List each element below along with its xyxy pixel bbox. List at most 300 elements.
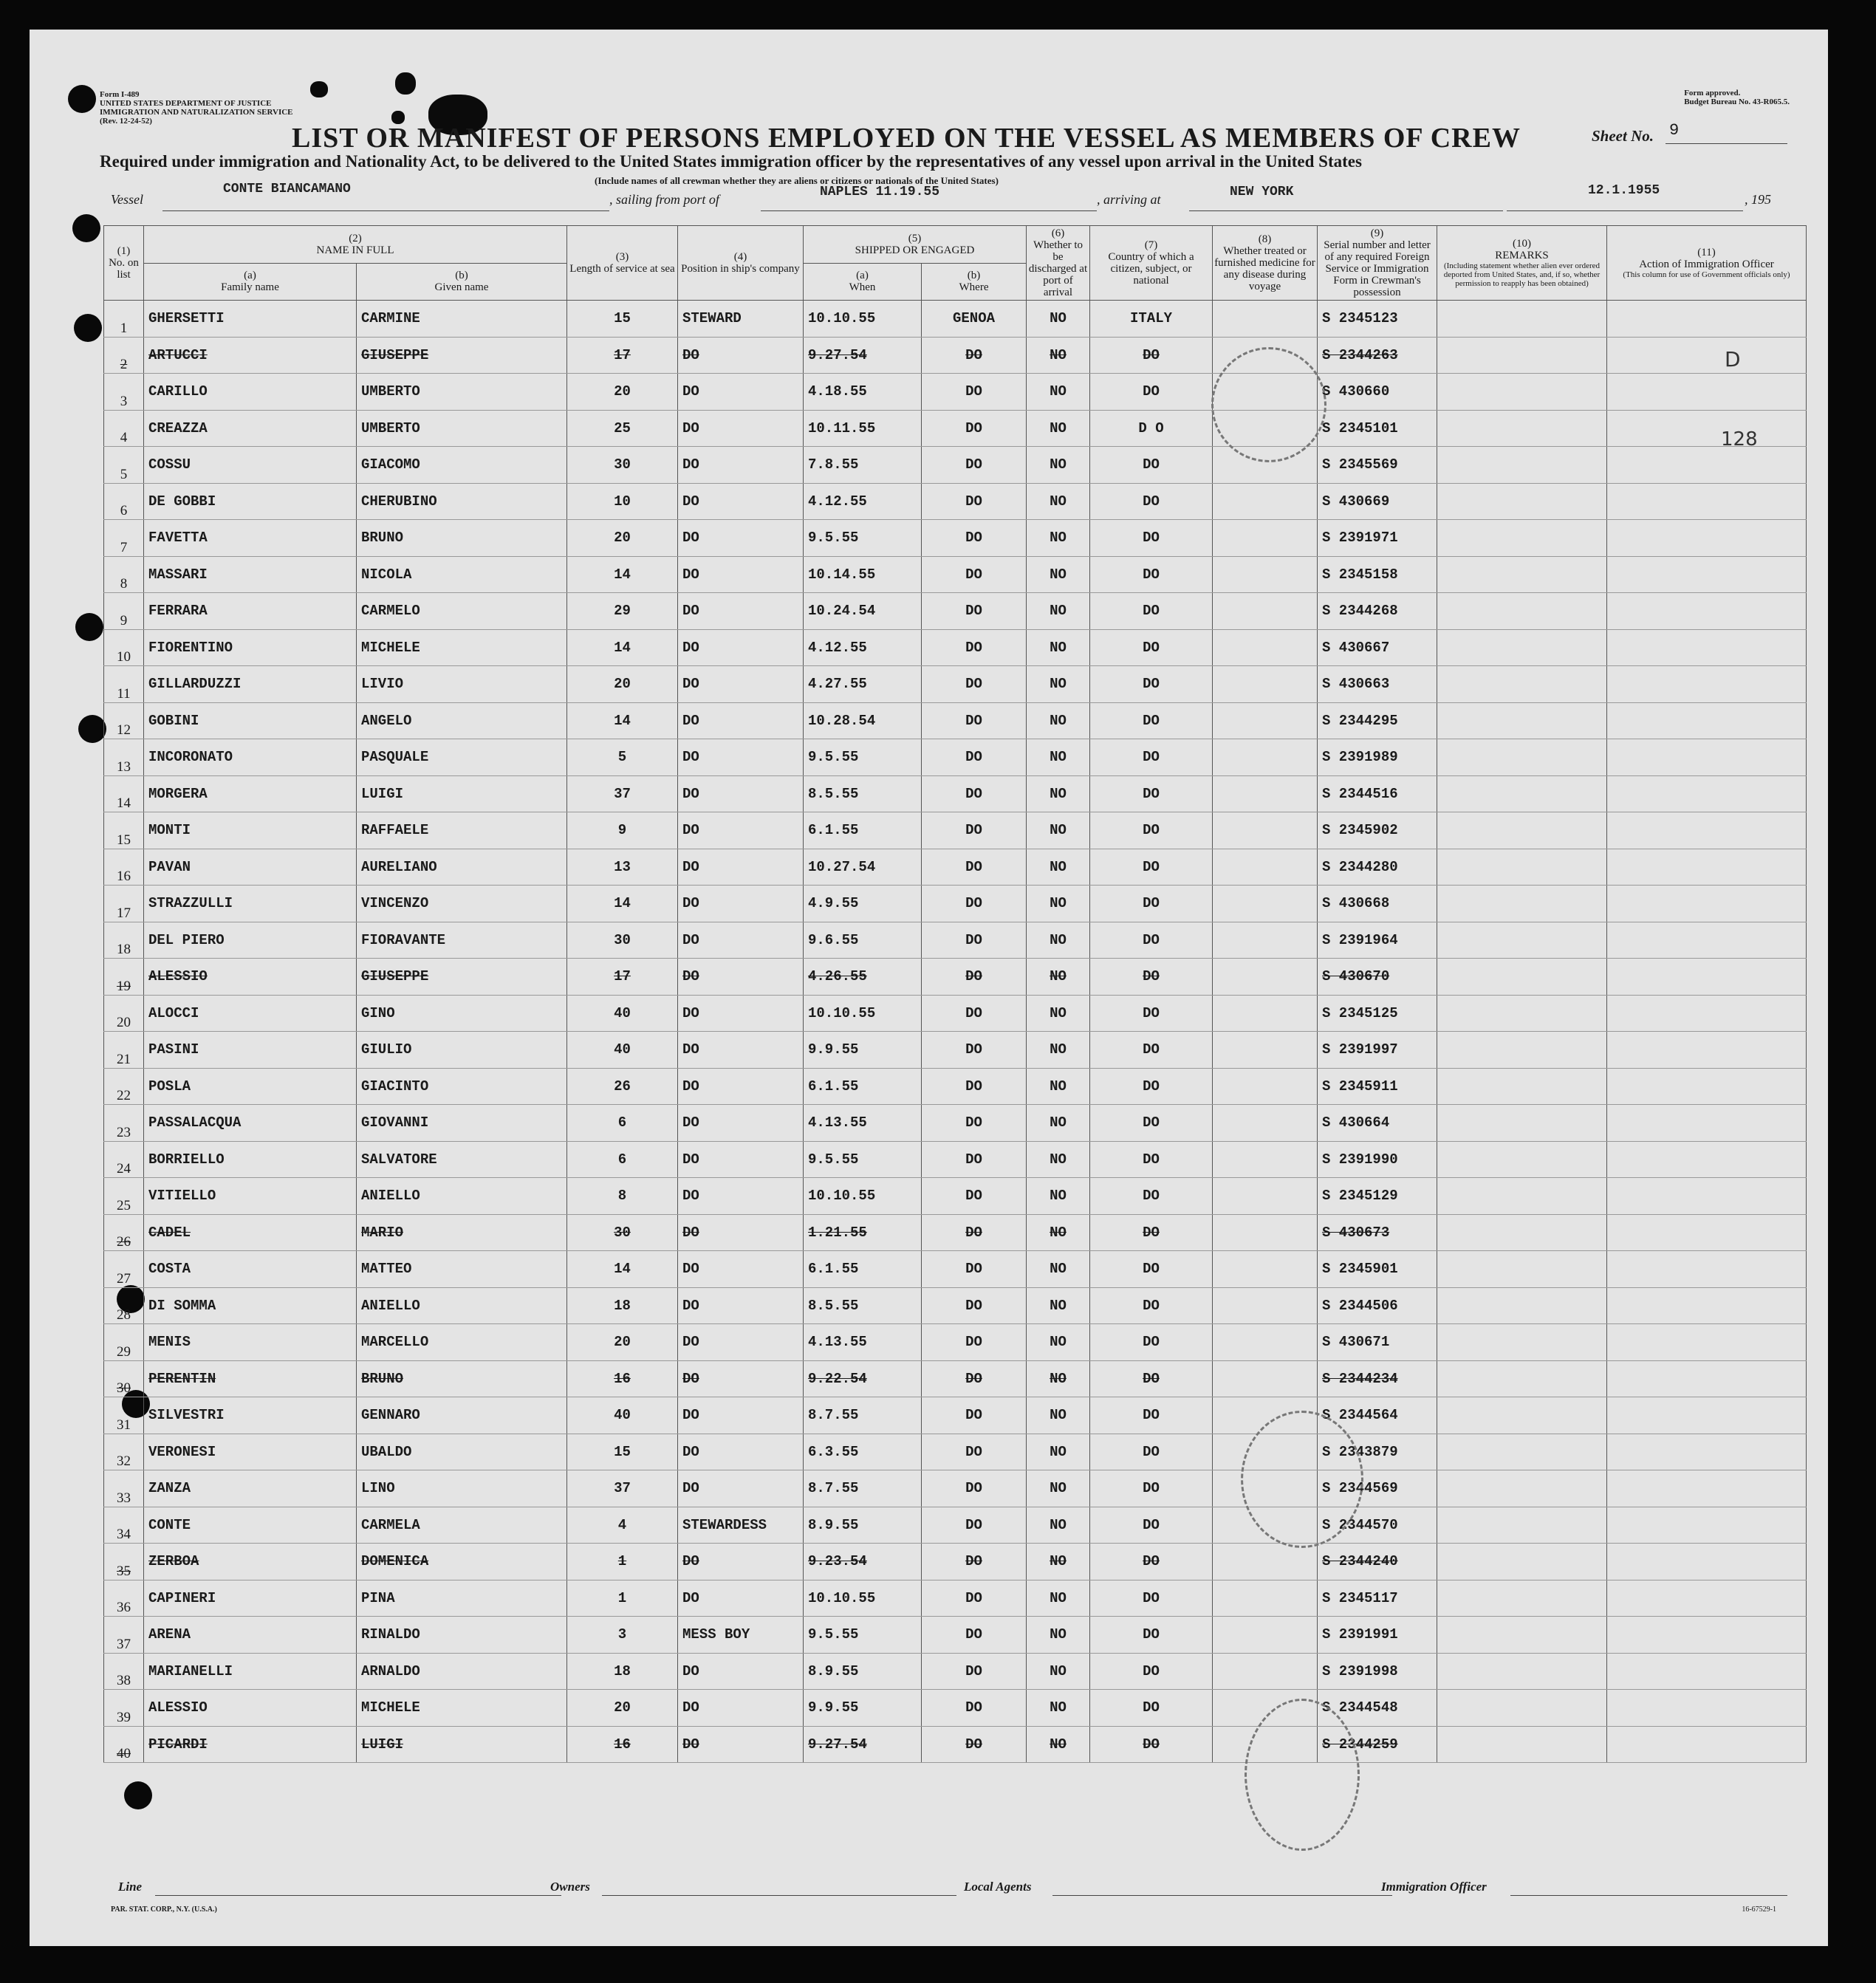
cell-country: DO [1090, 1068, 1213, 1105]
cell-length: 20 [567, 374, 678, 411]
cell-where: DO [922, 922, 1027, 959]
cell-no: 21 [104, 1032, 144, 1069]
cell-country: DO [1090, 1690, 1213, 1727]
cell-family: MASSARI [144, 556, 357, 593]
cell-when: 9.5.55 [804, 1141, 922, 1178]
col-header-discharged: (6) Whether to be discharged at port of arrival [1027, 226, 1090, 301]
cell-length: 15 [567, 301, 678, 338]
cell-medicine [1213, 1105, 1318, 1142]
cell-action [1607, 666, 1807, 703]
cell-position: DO [678, 775, 804, 812]
cell-no: 22 [104, 1068, 144, 1105]
consulate-stamp [1245, 1699, 1360, 1851]
cell-given: BRUNO [357, 520, 567, 557]
cell-family: COSTA [144, 1251, 357, 1288]
cell-no: 4 [104, 410, 144, 447]
table-row [104, 1032, 1807, 1069]
cell-where: DO [922, 1653, 1027, 1690]
cell-no: 23 [104, 1105, 144, 1142]
cell-when: 6.3.55 [804, 1434, 922, 1470]
footer-officer-label: Immigration Officer [1381, 1880, 1487, 1894]
cell-country: DO [1090, 447, 1213, 484]
cell-family: ARTUCCI [144, 337, 357, 374]
cell-remarks [1437, 1470, 1607, 1507]
cell-when: 9.6.55 [804, 922, 922, 959]
cell-given: ANIELLO [357, 1287, 567, 1324]
cell-serial: S 2344240 [1318, 1544, 1437, 1580]
cell-country: ITALY [1090, 301, 1213, 338]
cell-given: UMBERTO [357, 410, 567, 447]
cell-length: 37 [567, 1470, 678, 1507]
cell-medicine [1213, 1032, 1318, 1069]
cell-given: SALVATORE [357, 1141, 567, 1178]
cell-serial: S 430660 [1318, 374, 1437, 411]
cell-family: VERONESI [144, 1434, 357, 1470]
cell-action [1607, 1653, 1807, 1690]
cell-family: ARENA [144, 1617, 357, 1654]
cell-position: DO [678, 1360, 804, 1397]
cell-serial: S 2345901 [1318, 1251, 1437, 1288]
cell-remarks [1437, 1434, 1607, 1470]
cell-length: 14 [567, 886, 678, 922]
cell-length: 6 [567, 1105, 678, 1142]
cell-serial: S 430664 [1318, 1105, 1437, 1142]
cell-country: DO [1090, 1470, 1213, 1507]
cell-length: 9 [567, 812, 678, 849]
cell-given: GIULIO [357, 1032, 567, 1069]
cell-length: 14 [567, 556, 678, 593]
cell-given: NICOLA [357, 556, 567, 593]
cell-serial: S 2344569 [1318, 1470, 1437, 1507]
cell-when: 10.14.55 [804, 556, 922, 593]
cell-given: RINALDO [357, 1617, 567, 1654]
cell-family: BORRIELLO [144, 1141, 357, 1178]
cell-serial: S 2345911 [1318, 1068, 1437, 1105]
cell-no: 18 [104, 922, 144, 959]
cell-where: DO [922, 1617, 1027, 1654]
table-row [104, 1360, 1807, 1397]
cell-serial: S 2391989 [1318, 739, 1437, 776]
table-row [104, 593, 1807, 630]
year-label: , 195 [1745, 192, 1771, 207]
cell-serial: S 2345123 [1318, 301, 1437, 338]
cell-family: SILVESTRI [144, 1397, 357, 1434]
cell-position: DO [678, 1287, 804, 1324]
cell-discharged: NO [1027, 1580, 1090, 1617]
cell-country: DO [1090, 1178, 1213, 1215]
cell-action [1607, 374, 1807, 411]
cell-position: DO [678, 1032, 804, 1069]
cell-position: DO [678, 1434, 804, 1470]
cell-when: 8.5.55 [804, 775, 922, 812]
cell-discharged: NO [1027, 1287, 1090, 1324]
cell-action [1607, 1544, 1807, 1580]
cell-when: 8.7.55 [804, 1470, 922, 1507]
table-row [104, 666, 1807, 703]
cell-serial: S 2344564 [1318, 1397, 1437, 1434]
table-row [104, 410, 1807, 447]
cell-where: DO [922, 1544, 1027, 1580]
table-row [104, 995, 1807, 1032]
cell-length: 5 [567, 739, 678, 776]
cell-no: 12 [104, 702, 144, 739]
form-instructions: Required under immigration and Nationality Act, to be delivered to the United States immigration officer by the representatives of any vessel upon arrival in the United States [100, 152, 1362, 171]
cell-action [1607, 593, 1807, 630]
cell-where: DO [922, 1397, 1027, 1434]
cell-discharged: NO [1027, 922, 1090, 959]
cell-where: DO [922, 849, 1027, 886]
col-header-family: (a) Family name [144, 263, 357, 301]
form-note: (Include names of all crewman whether they are aliens or citizens or nationals of the United States) [595, 175, 999, 186]
cell-remarks [1437, 922, 1607, 959]
cell-position: DO [678, 410, 804, 447]
cell-country: DO [1090, 1726, 1213, 1763]
cell-position: DO [678, 849, 804, 886]
cell-given: GIUSEPPE [357, 337, 567, 374]
sheet-number: 9 [1669, 121, 1680, 140]
cell-family: STRAZZULLI [144, 886, 357, 922]
cell-given: CARMELO [357, 593, 567, 630]
table-row [104, 1617, 1807, 1654]
cell-when: 9.27.54 [804, 1726, 922, 1763]
cell-when: 10.10.55 [804, 301, 922, 338]
arriving-label: , arriving at [1097, 192, 1161, 207]
cell-given: UMBERTO [357, 374, 567, 411]
cell-where: DO [922, 410, 1027, 447]
cell-where: DO [922, 1287, 1027, 1324]
table-row [104, 1726, 1807, 1763]
cell-discharged: NO [1027, 1397, 1090, 1434]
cell-length: 18 [567, 1653, 678, 1690]
cell-medicine [1213, 1141, 1318, 1178]
cell-country: DO [1090, 1324, 1213, 1361]
cell-position: DO [678, 922, 804, 959]
cell-medicine [1213, 849, 1318, 886]
cell-when: 4.13.55 [804, 1105, 922, 1142]
table-row [104, 1287, 1807, 1324]
cell-where: DO [922, 1690, 1027, 1727]
cell-when: 10.10.55 [804, 1580, 922, 1617]
sheet-label: Sheet No. [1592, 127, 1654, 145]
cell-discharged: NO [1027, 1105, 1090, 1142]
col-header-length: (3) Length of service at sea [567, 226, 678, 301]
cell-given: BRUNO [357, 1360, 567, 1397]
punch-hole [124, 1781, 152, 1809]
cell-action [1607, 1726, 1807, 1763]
cell-when: 4.18.55 [804, 374, 922, 411]
cell-where: DO [922, 812, 1027, 849]
table-row [104, 886, 1807, 922]
table-row [104, 775, 1807, 812]
cell-family: CONTE [144, 1507, 357, 1544]
cell-discharged: NO [1027, 374, 1090, 411]
cell-action [1607, 483, 1807, 520]
cell-serial: S 2344280 [1318, 849, 1437, 886]
table-row [104, 1141, 1807, 1178]
cell-when: 9.22.54 [804, 1360, 922, 1397]
cell-no: 24 [104, 1141, 144, 1178]
cell-medicine [1213, 812, 1318, 849]
cell-country: DO [1090, 1617, 1213, 1654]
cell-when: 6.1.55 [804, 1251, 922, 1288]
table-row [104, 447, 1807, 484]
cell-position: DO [678, 1653, 804, 1690]
cell-when: 9.9.55 [804, 1032, 922, 1069]
cell-where: DO [922, 1470, 1027, 1507]
cell-remarks [1437, 337, 1607, 374]
cell-when: 10.24.54 [804, 593, 922, 630]
cell-medicine [1213, 1580, 1318, 1617]
cell-discharged: NO [1027, 447, 1090, 484]
cell-length: 14 [567, 629, 678, 666]
cell-action [1607, 1507, 1807, 1544]
cell-medicine [1213, 1178, 1318, 1215]
cell-when: 4.12.55 [804, 629, 922, 666]
cell-family: DEL PIERO [144, 922, 357, 959]
manifest-page [30, 30, 1828, 1946]
cell-remarks [1437, 410, 1607, 447]
cell-family: PERENTIN [144, 1360, 357, 1397]
cell-discharged: NO [1027, 593, 1090, 630]
cell-position: MESS BOY [678, 1617, 804, 1654]
cell-position: DO [678, 886, 804, 922]
arrival-date: 12.1.1955 [1588, 183, 1660, 198]
cell-position: DO [678, 1690, 804, 1727]
cell-given: LUIGI [357, 1726, 567, 1763]
cell-where: DO [922, 775, 1027, 812]
cell-family: COSSU [144, 447, 357, 484]
cell-position: DO [678, 1214, 804, 1251]
cell-country: DO [1090, 1032, 1213, 1069]
cell-medicine [1213, 1214, 1318, 1251]
cell-given: VINCENZO [357, 886, 567, 922]
cell-when: 1.21.55 [804, 1214, 922, 1251]
cell-position: DO [678, 1580, 804, 1617]
cell-serial: S 2345125 [1318, 995, 1437, 1032]
cell-country: DO [1090, 959, 1213, 996]
cell-where: DO [922, 1178, 1027, 1215]
cell-where: DO [922, 1360, 1027, 1397]
cell-serial: S 2345129 [1318, 1178, 1437, 1215]
cell-country: DO [1090, 666, 1213, 703]
cell-when: 10.10.55 [804, 995, 922, 1032]
col-header-when: (a) When [804, 263, 922, 301]
cell-family: GOBINI [144, 702, 357, 739]
cell-remarks [1437, 1324, 1607, 1361]
table-row [104, 812, 1807, 849]
cell-given: CARMINE [357, 301, 567, 338]
cell-discharged: NO [1027, 1178, 1090, 1215]
cell-remarks [1437, 1214, 1607, 1251]
punch-hole [75, 613, 103, 641]
cell-given: MARCELLO [357, 1324, 567, 1361]
cell-country: DO [1090, 995, 1213, 1032]
cell-action [1607, 1178, 1807, 1215]
cell-serial: S 2344263 [1318, 337, 1437, 374]
cell-family: POSLA [144, 1068, 357, 1105]
cell-action [1607, 739, 1807, 776]
cell-remarks [1437, 556, 1607, 593]
cell-medicine [1213, 666, 1318, 703]
cell-no: 32 [104, 1434, 144, 1470]
cell-action [1607, 959, 1807, 996]
cell-when: 9.5.55 [804, 739, 922, 776]
cell-where: DO [922, 374, 1027, 411]
vessel-name: CONTE BIANCAMANO [223, 182, 351, 196]
cell-given: GIUSEPPE [357, 959, 567, 996]
punch-hole [68, 85, 96, 113]
cell-when: 4.12.55 [804, 483, 922, 520]
cell-country: DO [1090, 886, 1213, 922]
cell-no: 25 [104, 1178, 144, 1215]
cell-serial: S 2344295 [1318, 702, 1437, 739]
cell-medicine [1213, 995, 1318, 1032]
cell-action [1607, 1214, 1807, 1251]
cell-medicine [1213, 739, 1318, 776]
cell-family: CADEL [144, 1214, 357, 1251]
cell-when: 9.5.55 [804, 520, 922, 557]
cell-serial: S 430663 [1318, 666, 1437, 703]
cell-action [1607, 849, 1807, 886]
cell-action [1607, 922, 1807, 959]
cell-given: FIORAVANTE [357, 922, 567, 959]
cell-discharged: NO [1027, 886, 1090, 922]
cell-remarks [1437, 1032, 1607, 1069]
cell-discharged: NO [1027, 1544, 1090, 1580]
cell-country: DO [1090, 775, 1213, 812]
cell-country: DO [1090, 1251, 1213, 1288]
cell-no: 15 [104, 812, 144, 849]
cell-length: 30 [567, 447, 678, 484]
cell-serial: S 430668 [1318, 886, 1437, 922]
cell-discharged: NO [1027, 1068, 1090, 1105]
cell-action [1607, 1287, 1807, 1324]
cell-family: FAVETTA [144, 520, 357, 557]
cell-medicine [1213, 922, 1318, 959]
cell-length: 30 [567, 922, 678, 959]
cell-no: 19 [104, 959, 144, 996]
cell-serial: S 2345158 [1318, 556, 1437, 593]
cell-given: CHERUBINO [357, 483, 567, 520]
cell-no: 37 [104, 1617, 144, 1654]
table-row [104, 1251, 1807, 1288]
form-approval: Form approved. Budget Bureau No. 43-R065.5. [1684, 89, 1790, 106]
col-header-name: (2) NAME IN FULL [144, 226, 567, 264]
cell-discharged: NO [1027, 1141, 1090, 1178]
cell-where: DO [922, 739, 1027, 776]
cell-when: 9.5.55 [804, 1617, 922, 1654]
cell-remarks [1437, 702, 1607, 739]
cell-length: 40 [567, 1397, 678, 1434]
cell-discharged: NO [1027, 483, 1090, 520]
cell-country: DO [1090, 702, 1213, 739]
cell-no: 26 [104, 1214, 144, 1251]
printer-imprint: PAR. STAT. CORP., N.Y. (U.S.A.) [111, 1905, 217, 1914]
cell-remarks [1437, 1360, 1607, 1397]
cell-length: 16 [567, 1726, 678, 1763]
cell-family: DE GOBBI [144, 483, 357, 520]
cell-no: 28 [104, 1287, 144, 1324]
cell-discharged: NO [1027, 812, 1090, 849]
cell-where: DO [922, 593, 1027, 630]
cell-family: MORGERA [144, 775, 357, 812]
cell-length: 37 [567, 775, 678, 812]
cell-position: DO [678, 1397, 804, 1434]
cell-remarks [1437, 812, 1607, 849]
cell-country: DO [1090, 849, 1213, 886]
cell-action [1607, 1068, 1807, 1105]
cell-medicine [1213, 520, 1318, 557]
cell-serial: S 430667 [1318, 629, 1437, 666]
cell-remarks [1437, 301, 1607, 338]
cell-position: DO [678, 1141, 804, 1178]
cell-remarks [1437, 1617, 1607, 1654]
cell-action [1607, 1141, 1807, 1178]
cell-where: DO [922, 1214, 1027, 1251]
table-row [104, 1690, 1807, 1727]
cell-action [1607, 1470, 1807, 1507]
cell-action [1607, 1690, 1807, 1727]
cell-country: DO [1090, 1214, 1213, 1251]
cell-family: ALOCCI [144, 995, 357, 1032]
cell-given: LINO [357, 1470, 567, 1507]
cell-family: GILLARDUZZI [144, 666, 357, 703]
cell-length: 6 [567, 1141, 678, 1178]
cell-remarks [1437, 593, 1607, 630]
cell-position: DO [678, 812, 804, 849]
cell-no: 10 [104, 629, 144, 666]
cell-where: DO [922, 556, 1027, 593]
cell-where: DO [922, 1434, 1027, 1470]
cell-when: 9.27.54 [804, 337, 922, 374]
cell-length: 13 [567, 849, 678, 886]
cell-medicine [1213, 1544, 1318, 1580]
cell-family: PASSALACQUA [144, 1105, 357, 1142]
cell-given: LIVIO [357, 666, 567, 703]
cell-remarks [1437, 1178, 1607, 1215]
cell-country: DO [1090, 1580, 1213, 1617]
cell-serial: S 430670 [1318, 959, 1437, 996]
cell-country: DO [1090, 1544, 1213, 1580]
cell-family: ZANZA [144, 1470, 357, 1507]
cell-serial: S 2344268 [1318, 593, 1437, 630]
cell-when: 4.27.55 [804, 666, 922, 703]
cell-action [1607, 337, 1807, 374]
punch-hole [72, 214, 100, 242]
cell-discharged: NO [1027, 849, 1090, 886]
cell-where: DO [922, 1068, 1027, 1105]
cell-remarks [1437, 1544, 1607, 1580]
consulate-stamp [1241, 1411, 1363, 1548]
cell-discharged: NO [1027, 1214, 1090, 1251]
cell-action [1607, 556, 1807, 593]
punch-hole [78, 715, 106, 743]
cell-medicine [1213, 1360, 1318, 1397]
cell-given: RAFFAELE [357, 812, 567, 849]
cell-action [1607, 1105, 1807, 1142]
cell-when: 4.9.55 [804, 886, 922, 922]
page-title: LIST OR MANIFEST OF PERSONS EMPLOYED ON THE VESSEL AS MEMBERS OF CREW [292, 123, 1521, 154]
ink-blot [310, 81, 328, 97]
cell-discharged: NO [1027, 520, 1090, 557]
cell-medicine [1213, 775, 1318, 812]
cell-remarks [1437, 1690, 1607, 1727]
cell-when: 8.9.55 [804, 1653, 922, 1690]
cell-when: 4.26.55 [804, 959, 922, 996]
cell-country: DO [1090, 520, 1213, 557]
cell-where: DO [922, 995, 1027, 1032]
cell-action [1607, 1360, 1807, 1397]
